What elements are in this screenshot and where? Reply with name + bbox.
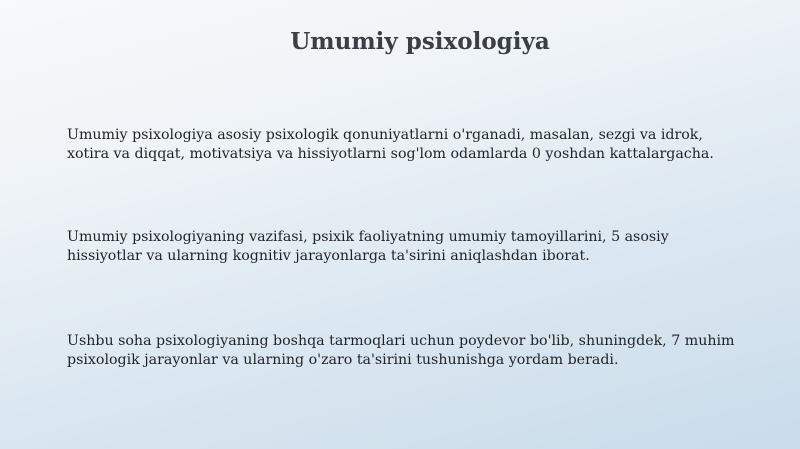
paragraph-line: xotira va diqqat, motivatsiya va hissiyotlarni sog'lom odamlarda 0 yoshdan kattalargacha. [67,146,714,162]
slide-title: Umumiy psixologiya [290,28,550,55]
paragraph-task [67,228,767,266]
paragraph-line: psixologik jarayonlar va ularning o'zaro ta'sirini tushunishga yordam beradi. [67,352,619,368]
paragraph-foundation [67,332,767,370]
paragraph-line: Umumiy psixologiya asosiy psixologik qonuniyatlarni o'rganadi, masalan, sezgi va idrok, [67,127,703,143]
paragraph-line: Umumiy psixologiyaning vazifasi, psixik faoliyatning umumiy tamoyillarini, 5 asosiy [67,229,669,245]
paragraph-line: Ushbu soha psixologiyaning boshqa tarmoqlari uchun poydevor bo'lib, shuningdek, 7 muhim [67,333,735,349]
paragraph-general-definition [67,126,767,164]
paragraph-line: hissiyotlar va ularning kognitiv jarayonlarga ta'sirini aniqlashdan iborat. [67,248,590,264]
